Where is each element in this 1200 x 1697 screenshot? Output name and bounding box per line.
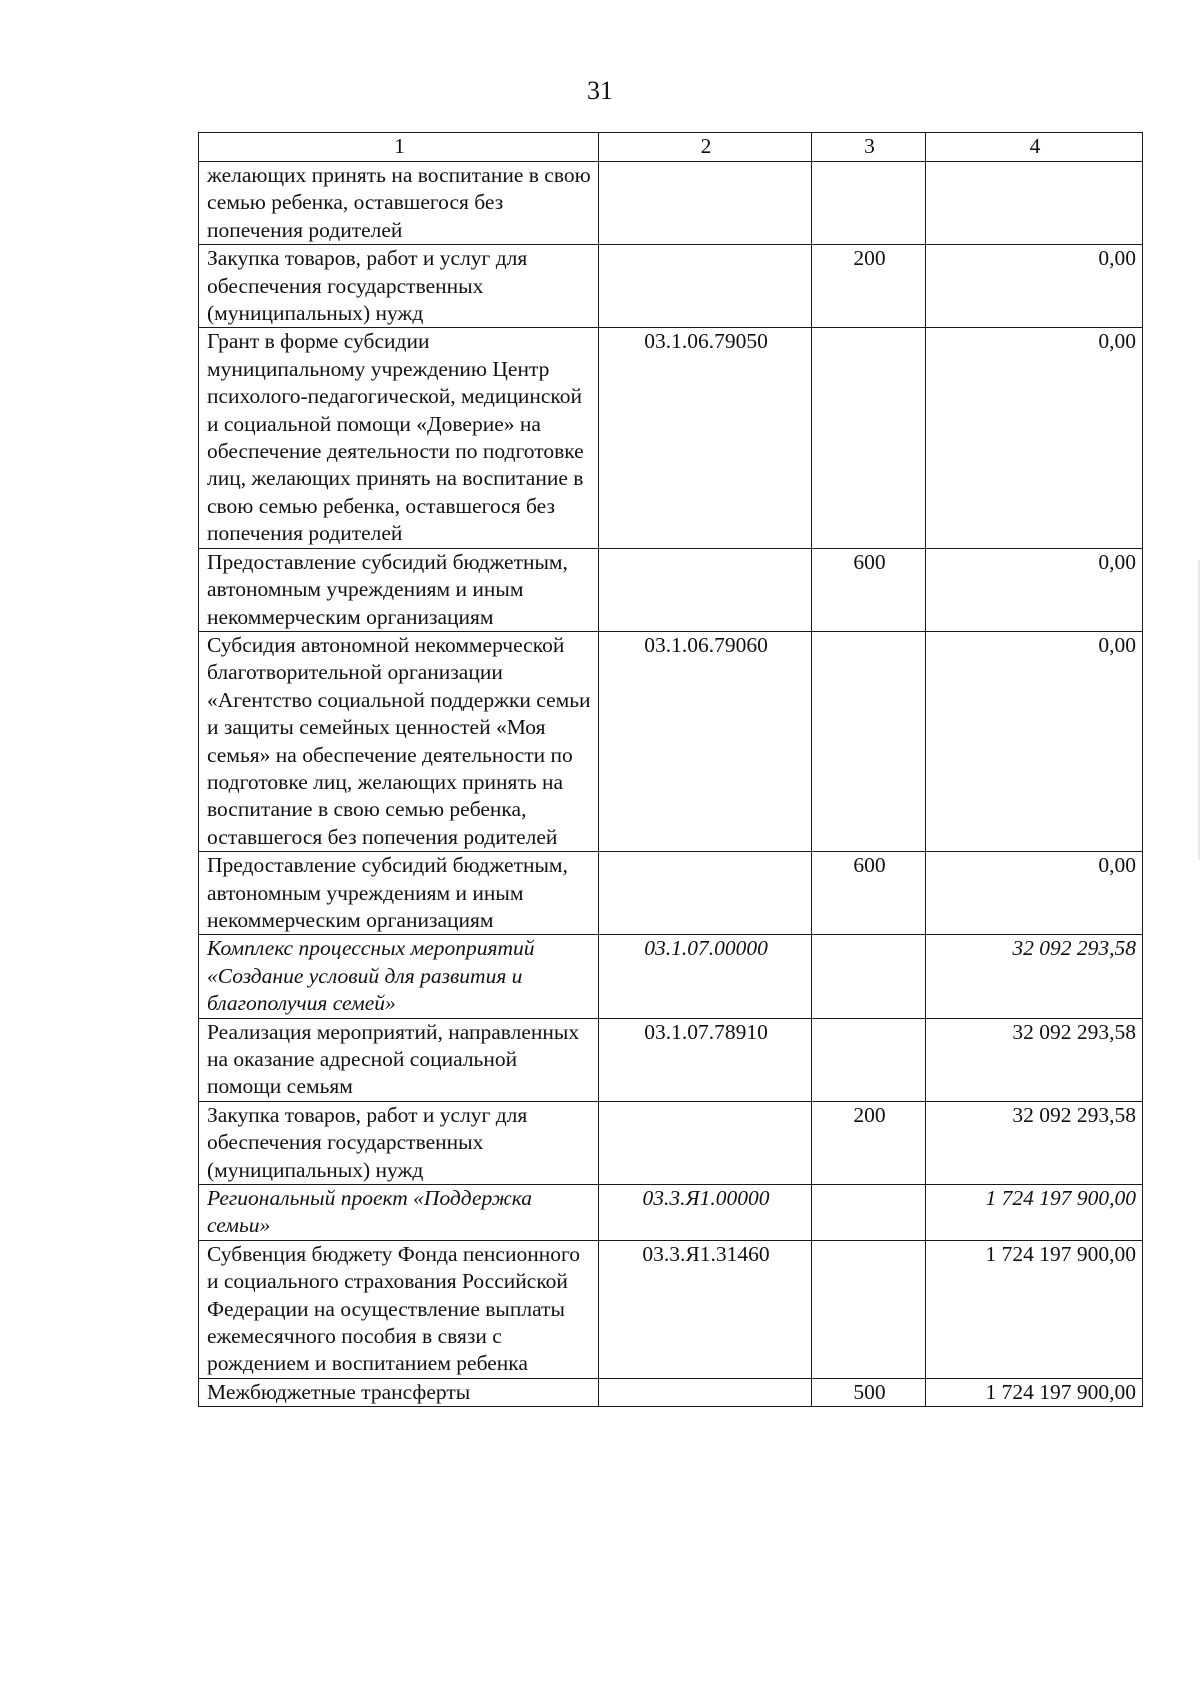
target-code-cell: 03.1.07.78910 (599, 1018, 812, 1101)
item-name-cell: Реализация мероприятий, направленных на оказание адресной социальной помощи семьям (199, 1018, 599, 1101)
expense-type-cell: 600 (812, 548, 926, 631)
table-row (199, 935, 1143, 1018)
table-row (199, 245, 1143, 328)
expense-type-cell (812, 1240, 926, 1378)
header-row (199, 133, 1143, 162)
expense-type-cell (812, 328, 926, 548)
table-row (199, 631, 1143, 851)
table-row (199, 548, 1143, 631)
amount-cell: 32 092 293,58 (926, 1101, 1143, 1184)
item-name-cell: Региональный проект «Поддержка семьи» (199, 1185, 599, 1241)
amount-cell: 32 092 293,58 (926, 1018, 1143, 1101)
item-name-cell: Грант в форме субсидии муниципальному учреждению Центр психолого-педагогической, медицинской и социальной помощи «Доверие» на обеспечение деятельности по подготовке лиц, желающих принять на воспитание в свою семью ребенка, оставшегося без попечения родителей (199, 328, 599, 548)
column-header-2: 2 (599, 133, 812, 162)
item-name-cell: Предоставление субсидий бюджетным, автономным учреждениям и иным некоммерческим организациям (199, 852, 599, 935)
table-body (199, 162, 1143, 1407)
target-code-cell: 03.3.Я1.31460 (599, 1240, 812, 1378)
expense-type-cell (812, 1018, 926, 1101)
target-code-cell: 03.1.06.79050 (599, 328, 812, 548)
table-row (199, 328, 1143, 548)
table-row (199, 1101, 1143, 1184)
amount-cell: 1 724 197 900,00 (926, 1185, 1143, 1241)
column-header-3: 3 (812, 133, 926, 162)
item-name-cell: Закупка товаров, работ и услуг для обеспечения государственных (муниципальных) нужд (199, 1101, 599, 1184)
table-row (199, 852, 1143, 935)
item-name-cell: Субвенция бюджету Фонда пенсионного и социального страхования Российской Федерации на осуществление выплаты ежемесячного пособия в связи с рождением и воспитанием ребенка (199, 1240, 599, 1378)
target-code-cell (599, 245, 812, 328)
item-name-cell: Субсидия автономной некоммерческой благотворительной организации «Агентство социальной поддержки семьи и защиты семейных ценностей «Моя семья» на обеспечение деятельности по подготовке лиц, желающих принять на воспитание в свою семью ребенка, оставшегося без попечения родителей (199, 631, 599, 851)
amount-cell: 0,00 (926, 852, 1143, 935)
expense-type-cell: 200 (812, 1101, 926, 1184)
target-code-cell (599, 162, 812, 245)
expense-type-cell (812, 1185, 926, 1241)
target-code-cell (599, 1101, 812, 1184)
table-row (199, 1378, 1143, 1406)
amount-cell: 0,00 (926, 548, 1143, 631)
column-header-1: 1 (199, 133, 599, 162)
expense-type-cell: 600 (812, 852, 926, 935)
target-code-cell (599, 1378, 812, 1406)
expense-type-cell: 500 (812, 1378, 926, 1406)
amount-cell: 32 092 293,58 (926, 935, 1143, 1018)
column-header-4: 4 (926, 133, 1143, 162)
target-code-cell (599, 548, 812, 631)
table-row (199, 1018, 1143, 1101)
target-code-cell: 03.3.Я1.00000 (599, 1185, 812, 1241)
amount-cell: 1 724 197 900,00 (926, 1240, 1143, 1378)
target-code-cell: 03.1.06.79060 (599, 631, 812, 851)
target-code-cell (599, 852, 812, 935)
item-name-cell: Закупка товаров, работ и услуг для обеспечения государственных (муниципальных) нужд (199, 245, 599, 328)
item-name-cell: Межбюджетные трансферты (199, 1378, 599, 1406)
table-row (199, 1185, 1143, 1241)
item-name-cell: Предоставление субсидий бюджетным, автономным учреждениям и иным некоммерческим организациям (199, 548, 599, 631)
item-name-cell: желающих принять на воспитание в свою семью ребенка, оставшегося без попечения родителей (199, 162, 599, 245)
amount-cell (926, 162, 1143, 245)
table-row (199, 162, 1143, 245)
amount-cell: 0,00 (926, 245, 1143, 328)
amount-cell: 1 724 197 900,00 (926, 1378, 1143, 1406)
target-code-cell: 03.1.07.00000 (599, 935, 812, 1018)
item-name-cell: Комплекс процессных мероприятий «Создание условий для развития и благополучия семей» (199, 935, 599, 1018)
table-row (199, 1240, 1143, 1378)
expense-type-cell (812, 935, 926, 1018)
amount-cell: 0,00 (926, 328, 1143, 548)
page-number: 31 (587, 76, 613, 105)
budget-table (198, 132, 1143, 1407)
expense-type-cell: 200 (812, 245, 926, 328)
amount-cell: 0,00 (926, 631, 1143, 851)
expense-type-cell (812, 631, 926, 851)
expense-type-cell (812, 162, 926, 245)
